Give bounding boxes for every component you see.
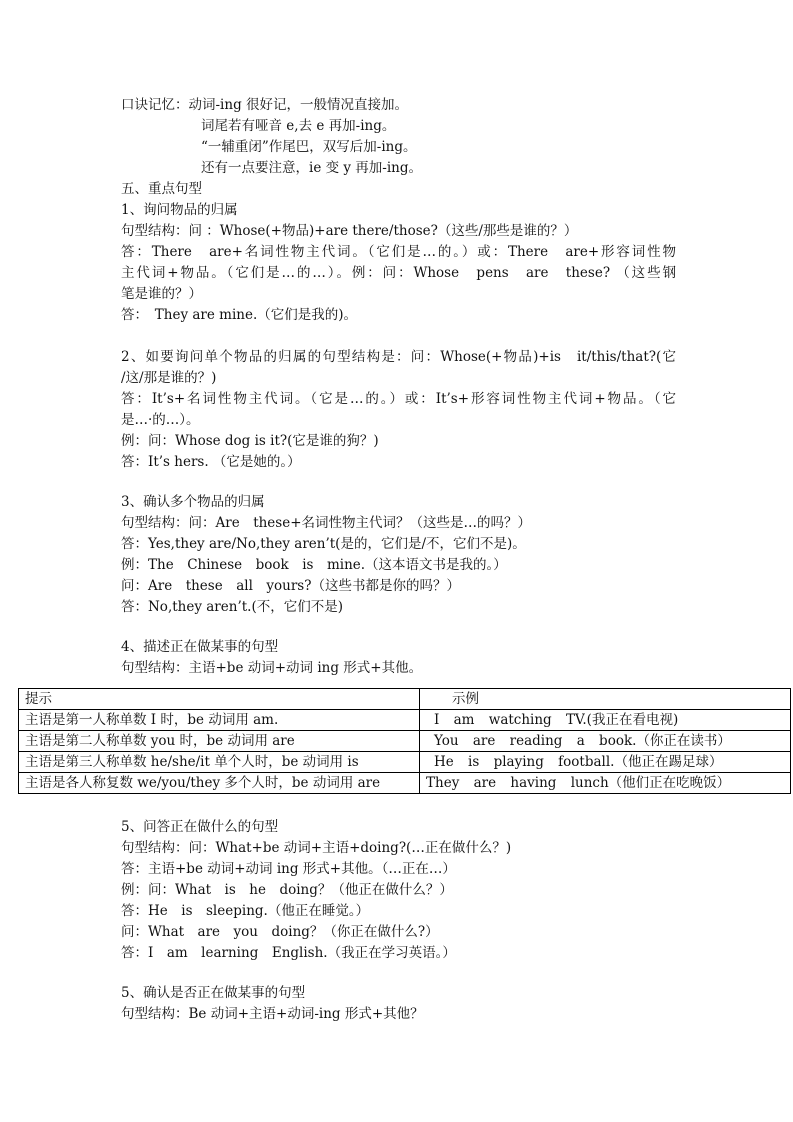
table-cell-example: You are reading a book.（你正在读书） bbox=[420, 731, 791, 752]
pattern-4-structure: 句型结构：主语+be 动词+动词 ing 形式+其他。 bbox=[121, 660, 423, 676]
table-row bbox=[19, 752, 791, 773]
table-cell-hint: 主语是各人称复数 we/you/they 多个人时，be 动词用 are bbox=[19, 773, 420, 794]
table-header-row bbox=[19, 689, 791, 710]
pattern-5-title: 5、问答正在做什么的句型 bbox=[121, 819, 279, 835]
pattern-6-structure: 句型结构：Be 动词+主语+动词-ing 形式+其他？ bbox=[121, 1006, 424, 1022]
table-header-example: 示例 bbox=[420, 689, 791, 710]
pattern-5-line: 例：问：What is he doing？（他正在做什么？） bbox=[121, 882, 453, 898]
table-cell-hint: 主语是第三人称单数 he/she/it 单个人时，be 动词用 is bbox=[19, 752, 420, 773]
pattern-6-title: 5、确认是否正在做某事的句型 bbox=[121, 985, 306, 1001]
pattern-5-line: 答：He is sleeping.（他正在睡觉。） bbox=[121, 903, 370, 919]
table-cell-example: I am watching TV.(我正在看电视) bbox=[420, 710, 791, 731]
be-verb-table bbox=[18, 688, 791, 794]
pattern-2-line: 是…·的…）。 bbox=[121, 412, 200, 428]
pattern-1-line: 答：There are+名词性物主代词。（它们是…的。）或：There are+形容词性物 bbox=[121, 244, 676, 260]
section-heading: 五、重点句型 bbox=[121, 181, 202, 197]
pattern-1-line: 答： They are mine.（它们是我的)。 bbox=[121, 307, 357, 323]
table-cell-example: They are having lunch（他们正在吃晚饭） bbox=[420, 773, 791, 794]
mnemonic-line: 还有一点要注意，ie 变 y 再加-ing。 bbox=[201, 160, 423, 176]
pattern-2-line: 答：It’s hers. （它是她的。） bbox=[121, 454, 301, 470]
mnemonic-label-line: 口诀记忆：动词-ing 很好记，一般情况直接加。 bbox=[121, 97, 409, 113]
pattern-3-line: 答：No,they aren’t.(不，它们不是) bbox=[121, 599, 343, 615]
pattern-3-line: 答：Yes,they are/No,they aren’t(是的，它们是/不，它们不是)。 bbox=[121, 536, 526, 552]
table-header-hint: 提示 bbox=[19, 689, 420, 710]
pattern-3-line: 问：Are these all yours?（这些书都是你的吗？） bbox=[121, 578, 460, 594]
pattern-3-line: 句型结构：问：Are these+名词性物主代词？（这些是…的吗？） bbox=[121, 515, 532, 531]
mnemonic-line: 词尾若有哑音 e,去 e 再加-ing。 bbox=[201, 118, 396, 134]
table-cell-example: He is playing football.（他正在踢足球） bbox=[420, 752, 791, 773]
table-cell-hint: 主语是第一人称单数 I 时，be 动词用 am. bbox=[19, 710, 420, 731]
pattern-5-line: 问：What are you doing？（你正在做什么?） bbox=[121, 924, 439, 940]
pattern-2-line: 例：问：Whose dog is it?(它是谁的狗？) bbox=[121, 433, 379, 449]
pattern-4-title: 4、描述正在做某事的句型 bbox=[121, 639, 279, 655]
pattern-1-line: 笔是谁的？） bbox=[121, 286, 202, 302]
pattern-5-line: 句型结构：问：What+be 动词+主语+doing?(…正在做什么？) bbox=[121, 840, 512, 856]
pattern-2-line: 答：It’s+名词性物主代词。（它是…的。）或：It’s+形容词性物主代词+物品。（它 bbox=[121, 391, 676, 407]
pattern-3-title: 3、确认多个物品的归属 bbox=[121, 494, 265, 510]
table-row bbox=[19, 773, 791, 794]
pattern-1-line: 句型结构：问 ：Whose(+物品)+are there/those?（这些/那些是谁的？） bbox=[121, 223, 578, 239]
table-row bbox=[19, 710, 791, 731]
pattern-1-line: 主代词+物品。（它们是…的…）。例：问：Whose pens are these? （这些钢 bbox=[121, 265, 676, 281]
table-cell-hint: 主语是第二人称单数 you 时，be 动词用 are bbox=[19, 731, 420, 752]
pattern-5-line: 答：I am learning English.（我正在学习英语。） bbox=[121, 945, 456, 961]
pattern-5-line: 答：主语+be 动词+动词 ing 形式+其他。（…正在…） bbox=[121, 861, 456, 877]
pattern-1-title: 1、询问物品的归属 bbox=[121, 202, 238, 218]
mnemonic-line: “一辅重闭”作尾巴，双写后加-ing。 bbox=[201, 139, 417, 155]
table-row bbox=[19, 731, 791, 752]
pattern-2-line: /这/那是谁的？) bbox=[121, 370, 217, 386]
pattern-3-line: 例：The Chinese book is mine.（这本语文书是我的。） bbox=[121, 557, 507, 573]
pattern-2-line: 2、如要询问单个物品的归属的句型结构是：问：Whose(+物品)+is it/this/that?(它 bbox=[121, 349, 676, 365]
